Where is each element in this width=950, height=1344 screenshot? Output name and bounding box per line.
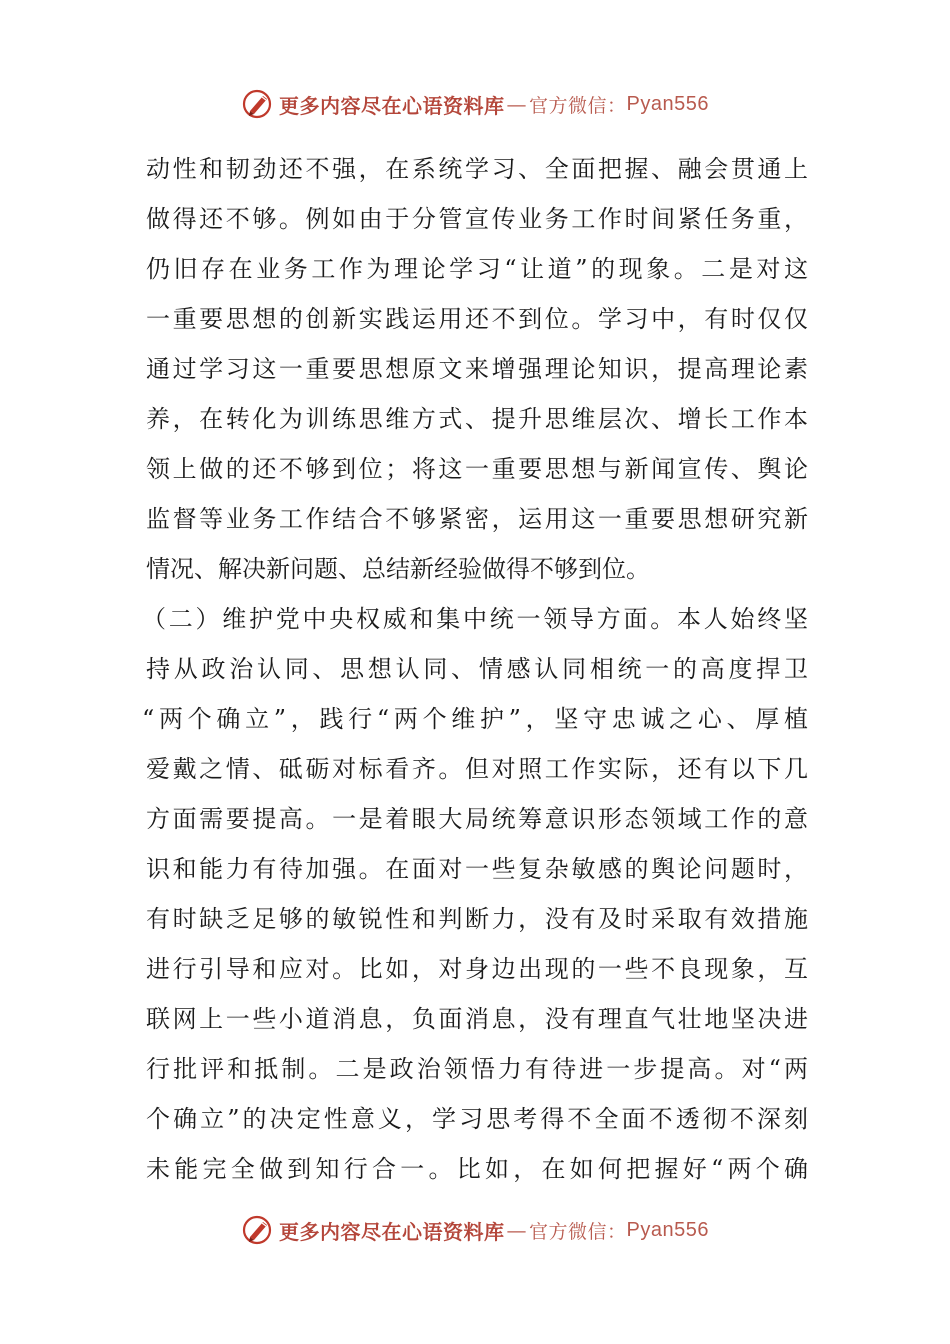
section-heading-line: （二）维护党中央权威和集中统一领导方面。本人始终坚 xyxy=(142,605,808,633)
text-line: 爱戴之情、砥砺对标看齐。但对照工作实际，还有以下几 xyxy=(146,755,808,783)
banner-wechat-id: Pyan556 xyxy=(626,92,709,115)
banner-wechat-label: 官方微信： xyxy=(529,94,627,117)
banner-wechat-label: 官方微信： xyxy=(529,1220,627,1243)
text-line: 情况、解决新问题、总结新经验做得不够到位。 xyxy=(146,555,650,583)
banner-separator: — xyxy=(506,92,527,116)
text-line: 个确立”的决定性意义，学习思考得不全面不透彻不深刻 xyxy=(146,1105,808,1133)
text-line: 联网上一些小道消息，负面消息，没有理直气壮地坚决进 xyxy=(146,1005,808,1033)
banner-separator: — xyxy=(506,1218,527,1242)
banner-brand: 更多内容尽在心语资料库 xyxy=(279,93,505,118)
text-line: 持从政治认同、思想认同、情感认同相统一的高度捍卫 xyxy=(146,655,808,683)
text-line: 做得还不够。例如由于分管宣传业务工作时间紧任务重， xyxy=(146,205,808,233)
text-line: 识和能力有待加强。在面对一些复杂敏感的舆论问题时， xyxy=(146,855,808,883)
text-line: 领上做的还不够到位；将这一重要思想与新闻宣传、舆论 xyxy=(146,455,808,483)
text-line: 动性和韧劲还不强，在系统学习、全面把握、融会贯通上 xyxy=(146,155,808,183)
header-banner xyxy=(0,84,950,124)
text-line: “两个确立”，践行“两个维护”，坚守忠诚之心、厚植 xyxy=(142,705,808,733)
text-line: 通过学习这一重要思想原文来增强理论知识，提高理论素 xyxy=(146,355,808,383)
banner-brand: 更多内容尽在心语资料库 xyxy=(279,1219,505,1244)
text-line: 仍旧存在业务工作为理论学习“让道”的现象。二是对这 xyxy=(146,255,808,283)
pen-logo-icon xyxy=(241,1213,275,1247)
text-line: 一重要思想的创新实践运用还不到位。学习中，有时仅仅 xyxy=(146,305,808,333)
text-line: 方面需要提高。一是着眼大局统筹意识形态领域工作的意 xyxy=(146,805,808,833)
text-line: 养，在转化为训练思维方式、提升思维层次、增长工作本 xyxy=(146,405,808,433)
text-line: 行批评和抵制。二是政治领悟力有待进一步提高。对“两 xyxy=(146,1055,808,1083)
document-body xyxy=(142,144,808,1194)
text-line: 进行引导和应对。比如，对身边出现的一些不良现象，互 xyxy=(146,955,808,983)
banner-wechat-id: Pyan556 xyxy=(626,1218,709,1241)
text-line: 有时缺乏足够的敏锐性和判断力，没有及时采取有效措施 xyxy=(146,905,808,933)
pen-logo-icon xyxy=(241,87,275,121)
text-line: 监督等业务工作结合不够紧密，运用这一重要思想研究新 xyxy=(146,505,808,533)
text-line: 未能完全做到知行合一。比如，在如何把握好“两个确 xyxy=(146,1155,808,1183)
footer-banner xyxy=(0,1210,950,1250)
